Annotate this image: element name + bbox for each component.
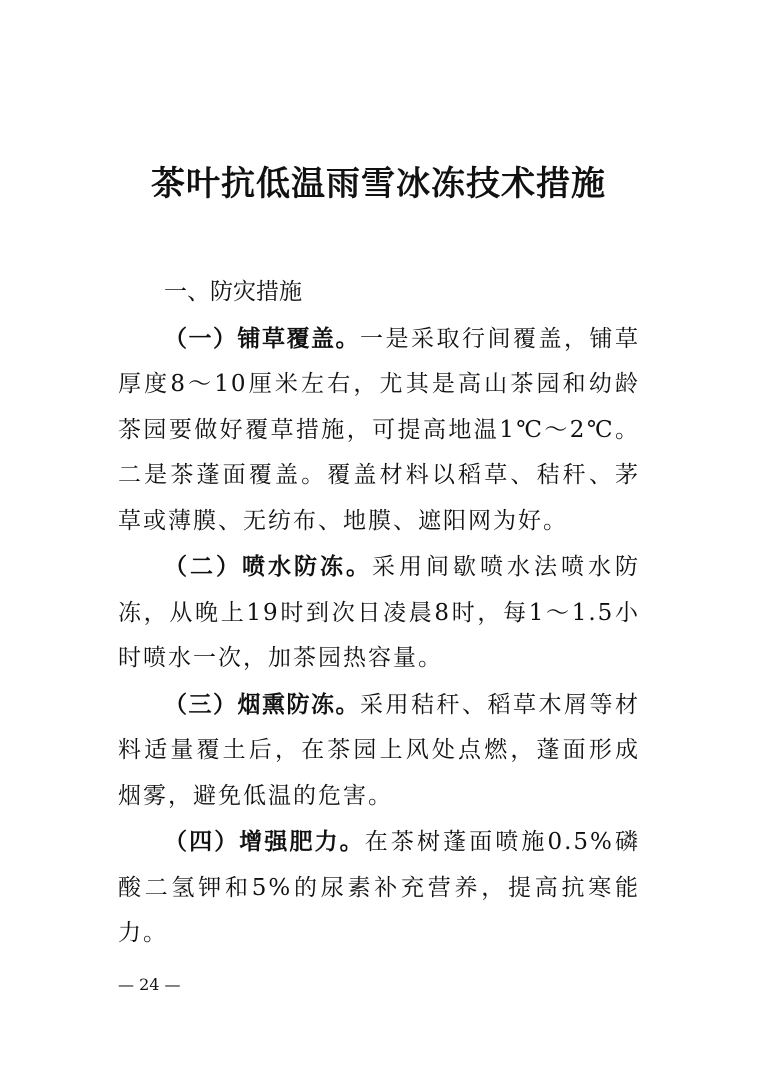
paragraph-lead: （一）铺草覆盖。 xyxy=(164,324,360,352)
paragraph-lead: （四）增强肥力。 xyxy=(164,828,365,855)
paragraph-text: 采用间歇喷水法喷水防冻，从晚上19时到次日凌晨8时，每1～1.5小时喷水一次，加茶园热容量。 xyxy=(118,554,640,671)
paragraph-smoking xyxy=(118,682,640,820)
paragraph-text: 采用秸秆、稻草木屑等材料适量覆土后，在茶园上风处点燃，蓬面形成烟雾，避免低温的危害。 xyxy=(118,691,640,809)
paragraph-lead: （二）喷水防冻。 xyxy=(164,553,372,580)
paragraph-text: 一是采取行间覆盖，铺草厚度8～10厘米左右，尤其是高山茶园和幼龄茶园要做好覆草措施，可提高地温1℃～2℃。二是茶蓬面覆盖。覆盖材料以稻草、秸秆、茅草或薄膜、无纺布、地膜、遮阳网为好。 xyxy=(118,325,640,534)
section-heading: 一、防灾措施 xyxy=(164,279,302,305)
paragraph-text: 在茶树蓬面喷施0.5%磷酸二氢钾和5%的尿素补充营养，提高抗寒能力。 xyxy=(118,829,640,946)
document-body xyxy=(118,270,640,957)
document-title: 茶叶抗低温雨雪冰冻技术措施 xyxy=(151,164,606,204)
paragraph-mulching xyxy=(118,316,640,545)
page-number: — 24 — xyxy=(118,975,181,994)
paragraph-lead: （三）烟熏防冻。 xyxy=(164,690,360,718)
paragraph-spraying xyxy=(118,544,640,682)
paragraph-fertilizer xyxy=(118,819,640,957)
